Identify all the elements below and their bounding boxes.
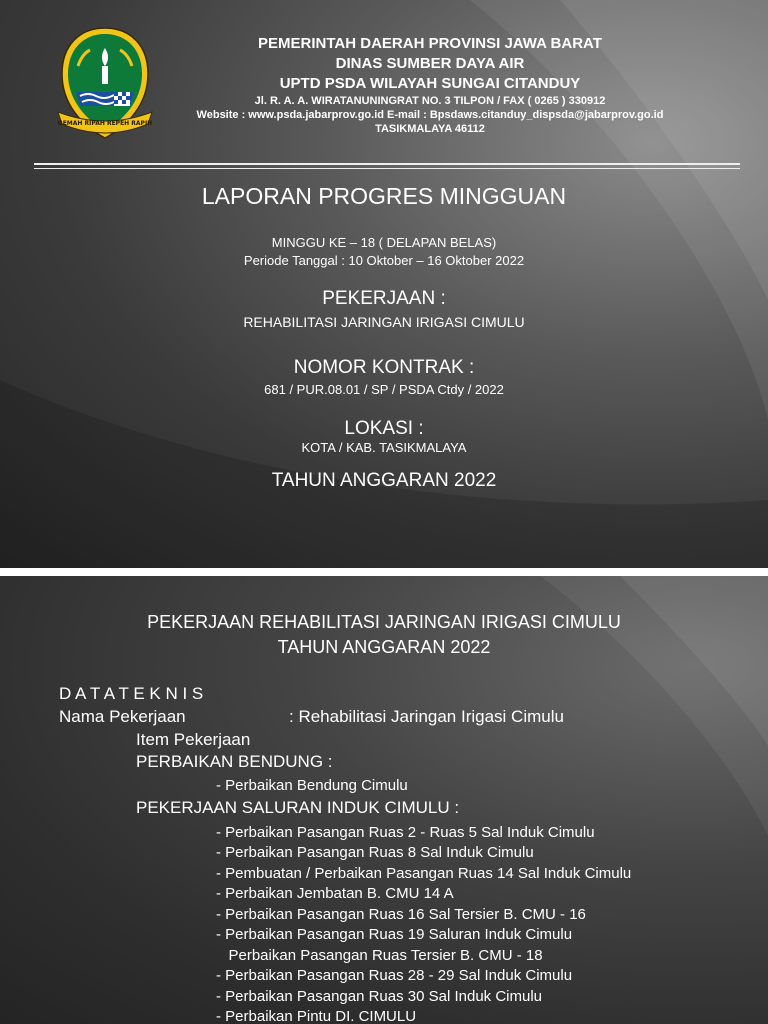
header-unit: UPTD PSDA WILAYAH SUNGAI CITANDUY <box>279 75 581 92</box>
contract-label: NOMOR KONTRAK : <box>293 357 475 378</box>
work-value: REHABILITASI JARINGAN IRIGASI CIMULU <box>243 314 525 330</box>
header-government: PEMERINTAH DAERAH PROVINSI JAWA BARAT <box>258 35 602 52</box>
channel-item: - Pembuatan / Perbaikan Pasangan Ruas 14 Sal Induk Cimulu <box>216 865 632 882</box>
slide2-title-line1: PEKERJAAN REHABILITASI JARINGAN IRIGASI CIMULU <box>147 612 621 632</box>
work-item-label: Item Pekerjaan <box>136 730 251 749</box>
fiscal-year: TAHUN ANGGARAN 2022 <box>271 470 497 491</box>
work-name-label: Nama Pekerjaan <box>59 707 186 726</box>
location-value: KOTA / KAB. TASIKMALAYA <box>301 440 467 455</box>
location-label: LOKASI : <box>344 418 424 439</box>
header-divider-thin <box>34 168 740 169</box>
report-period: Periode Tanggal : 10 Oktober – 16 Oktober 2022 <box>243 253 525 268</box>
header-city: TASIKMALAYA 46112 <box>375 123 485 135</box>
header-agency: DINAS SUMBER DAYA AIR <box>335 55 525 72</box>
technical-data-slide <box>0 576 768 1024</box>
data-teknis-heading: D A T A T E K N I S <box>59 684 204 703</box>
header-divider-thick <box>34 163 740 165</box>
channel-item: - Perbaikan Pasangan Ruas 19 Saluran Induk Cimulu <box>216 926 573 943</box>
channel-item: - Perbaikan Pasangan Ruas 2 - Ruas 5 Sal Induk Cimulu <box>216 824 595 841</box>
dam-item: - Perbaikan Bendung Cimulu <box>216 777 408 794</box>
channel-item: - Perbaikan Pasangan Ruas 30 Sal Induk Cimulu <box>216 988 543 1005</box>
header-contact: Website : www.psda.jabarprov.go.id E-mail : Bpsdaws.citanduy_dispsda@jabarprov.go.id <box>196 109 664 121</box>
logo-motto: GEMAH RIPAH REPEH RAPIH <box>57 120 153 127</box>
section-main-channel: PEKERJAAN SALURAN INDUK CIMULU : <box>136 798 460 817</box>
channel-item: - Perbaikan Jembatan B. CMU 14 A <box>216 885 454 902</box>
week-number: MINGGU KE – 18 ( DELAPAN BELAS) <box>271 235 497 250</box>
channel-item: - Perbaikan Pasangan Ruas 16 Sal Tersier B. CMU - 16 <box>216 906 586 923</box>
slide2-title-line2: TAHUN ANGGARAN 2022 <box>277 637 491 657</box>
work-name-value: : Rehabilitasi Jaringan Irigasi Cimulu <box>289 707 564 726</box>
channel-item: - Perbaikan Pasangan Ruas 8 Sal Induk Cimulu <box>216 844 534 861</box>
west-java-emblem-logo <box>56 26 154 144</box>
channel-item: Perbaikan Pasangan Ruas Tersier B. CMU - 18 <box>216 947 543 964</box>
slide-separator <box>0 568 768 576</box>
contract-value: 681 / PUR.08.01 / SP / PSDA Ctdy / 2022 <box>264 382 504 397</box>
report-title: LAPORAN PROGRES MINGGUAN <box>201 183 567 209</box>
channel-item: - Perbaikan Pintu DI. CIMULU <box>216 1008 417 1024</box>
work-label: PEKERJAAN : <box>322 288 446 309</box>
section-dam-repair: PERBAIKAN BENDUNG : <box>136 752 333 771</box>
channel-item: - Perbaikan Pasangan Ruas 28 - 29 Sal Induk Cimulu <box>216 967 573 984</box>
header-address: Jl. R. A. A. WIRATANUNINGRAT NO. 3 TILPON / FAX ( 0265 ) 330912 <box>254 95 606 107</box>
